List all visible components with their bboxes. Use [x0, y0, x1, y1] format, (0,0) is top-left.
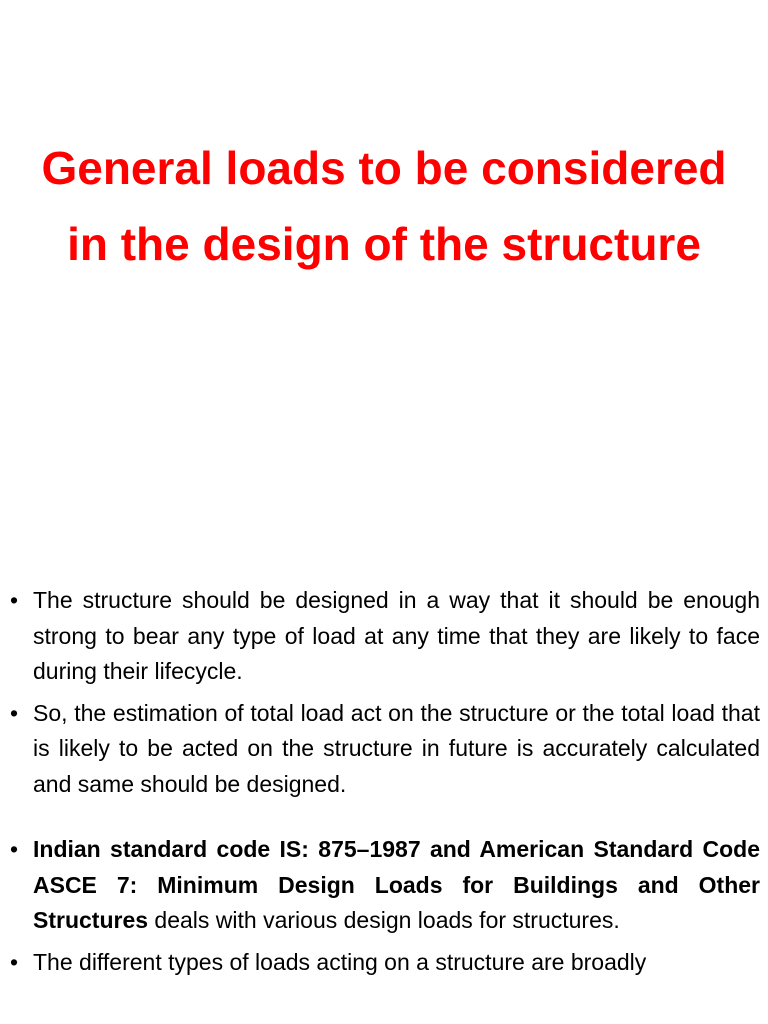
bullet-dot-icon: •: [10, 699, 19, 726]
bullet-text: deals with various design loads for structures.: [148, 907, 620, 933]
bullet-item-design-codes: [10, 832, 760, 939]
bullet-dot-icon: •: [10, 836, 19, 862]
slide-title: General loads to be considered in the design of the structure: [41, 142, 727, 270]
bullet-list: [10, 583, 760, 986]
bullet-dot-icon: •: [10, 948, 19, 975]
bullet-item-load-types: [10, 945, 760, 981]
bullet-text: The different types of loads acting on a structure are broadly: [33, 948, 647, 975]
bullet-text: The structure should be designed in a way that it should be enough strong to bear any type of load at any time that they are likely to face during their lifecycle.: [33, 587, 760, 684]
bullet-text: So, the estimation of total load act on the structure or the total load that is likely to be acted on the structure in future is accurately calculated and same should be designed.: [33, 699, 760, 797]
bullet-dot-icon: •: [10, 587, 19, 613]
bullet-item-structure-strength: [10, 583, 760, 690]
bullet-item-load-estimation: [10, 696, 760, 803]
bullet-bold-text: Indian standard code IS: 875–1987 and American Standard Code ASCE 7: Minimum Design Loads for Buildings and Other Structures: [33, 836, 760, 933]
